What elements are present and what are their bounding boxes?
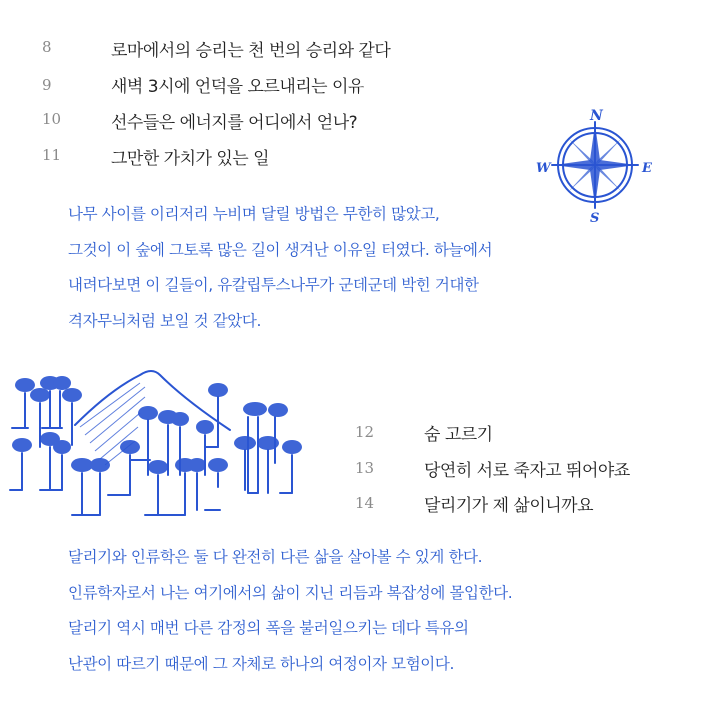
compass-rose-icon (530, 100, 660, 230)
paragraph-line: 난관이 따르기 때문에 그 자체로 하나의 여정이자 모험이다. (68, 654, 454, 673)
forest-mountain-illustration (0, 355, 330, 520)
paragraph-running-anthropology (68, 540, 512, 682)
toc-title: 그만한 가치가 있는 일 (111, 149, 270, 169)
toc-number: 12 (355, 423, 375, 441)
paragraph-line: 격자무늬처럼 보일 것 같았다. (68, 311, 261, 330)
toc-number: 9 (42, 76, 52, 94)
paragraph-forest-paths (68, 197, 492, 339)
paragraph-line: 내려다보면 이 길들이, 유칼립투스나무가 군데군데 박힌 거대한 (68, 276, 479, 294)
toc-number: 8 (42, 38, 52, 56)
paragraph-line: 나무 사이를 이리저리 누비며 달릴 방법은 무한히 많았고, (68, 205, 440, 223)
paragraph-line: 인류학자로서 나는 여기에서의 삶이 지닌 리듬과 복잡성에 몰입한다. (68, 583, 513, 602)
toc-title: 숨 고르기 (424, 425, 493, 445)
paragraph-line: 달리기 역시 매번 다른 감정의 폭을 불러일으키는 데다 특유의 (68, 619, 469, 637)
toc-number: 10 (42, 110, 62, 128)
toc-title: 로마에서의 승리는 천 번의 승리와 같다 (111, 41, 391, 61)
toc-number: 11 (42, 146, 62, 164)
compass-e: E (642, 161, 652, 176)
toc-number: 13 (355, 459, 375, 477)
toc-title: 선수들은 에너지를 어디에서 얻나? (111, 113, 358, 133)
paragraph-line: 달리기와 인류학은 둘 다 완전히 다른 삶을 살아볼 수 있게 한다. (68, 548, 483, 566)
compass-s: S (590, 211, 600, 226)
compass-w: W (536, 161, 551, 176)
toc-number: 14 (355, 494, 375, 512)
toc-title: 당연히 서로 죽자고 뛰어야죠 (424, 461, 630, 481)
compass-n: N (590, 108, 603, 124)
toc-title: 달리기가 제 삶이니까요 (424, 496, 594, 516)
toc-title: 새벽 3시에 언덕을 오르내리는 이유 (111, 77, 364, 97)
paragraph-line: 그것이 이 숲에 그토록 많은 길이 생겨난 이유일 터였다. 하늘에서 (68, 240, 493, 259)
